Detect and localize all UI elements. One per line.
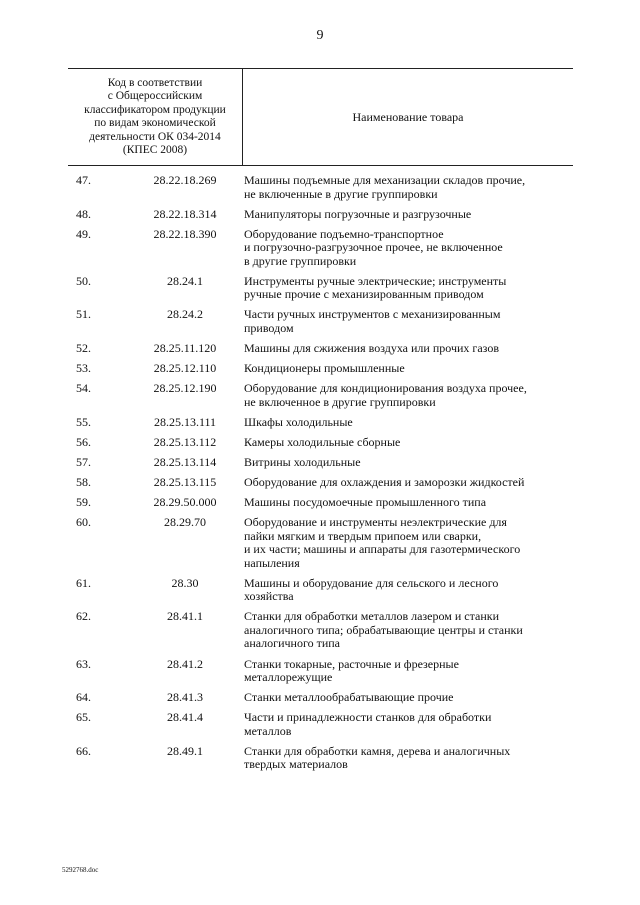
row-name: Оборудование подъемно-транспортное и погрузочно-разгрузочное прочее, не включенное в другие группировки <box>244 226 503 268</box>
row-num: 54. <box>76 381 91 396</box>
row-code: 28.41.2 <box>167 656 203 671</box>
row-name: Машины посудомоечные промышленного типа <box>244 495 487 510</box>
row-name: Части ручных инструментов с механизированным приводом <box>244 307 501 335</box>
row-code: 28.29.70 <box>164 515 206 530</box>
table-row <box>0 382 640 409</box>
row-num: 56. <box>76 434 91 449</box>
row-code: 28.25.13.111 <box>153 414 217 429</box>
table-row <box>0 691 640 705</box>
row-name: Машины и оборудование для сельского и лесного хозяйства <box>244 575 499 604</box>
row-name: Оборудование для кондиционирования воздуха прочее, не включенное в другие группировки <box>244 381 527 409</box>
row-name: Станки токарные, расточные и фрезерные металлорежущие <box>244 656 459 684</box>
row-code: 28.22.18.390 <box>153 226 217 241</box>
table-row <box>0 228 640 269</box>
table-row <box>0 658 640 685</box>
row-name: Манипуляторы погрузочные и разгрузочные <box>244 206 472 221</box>
row-num: 58. <box>76 475 91 490</box>
row-name: Витрины холодильные <box>244 454 361 469</box>
row-name: Станки металлообрабатывающие прочие <box>244 690 454 705</box>
table-header <box>68 68 573 166</box>
table-row <box>0 308 640 335</box>
row-code: 28.25.13.115 <box>153 475 217 490</box>
table-row <box>0 174 640 201</box>
row-code: 28.25.13.112 <box>153 434 217 449</box>
row-code: 28.30 <box>171 575 199 590</box>
row-code: 28.25.13.114 <box>153 454 217 469</box>
table-row <box>0 208 640 222</box>
table-row <box>0 711 640 738</box>
row-code: 28.24.2 <box>167 307 203 322</box>
row-num: 64. <box>76 690 91 705</box>
table-row <box>0 416 640 430</box>
table-row <box>0 577 640 604</box>
table-row <box>0 496 640 510</box>
row-code: 28.24.1 <box>167 273 203 288</box>
row-name: Станки для обработки металлов лазером и станки аналогичного типа; обрабатывающие центры и станки аналогичного типа <box>244 609 523 651</box>
table-row <box>0 476 640 490</box>
row-code: 28.29.50.000 <box>153 495 217 510</box>
row-num: 62. <box>76 609 91 624</box>
row-num: 53. <box>76 361 91 376</box>
row-name: Кондиционеры промышленные <box>244 361 405 376</box>
header-name-column <box>243 69 573 165</box>
table-row <box>0 362 640 376</box>
row-name: Инструменты ручные электрические; инструменты ручные прочие с механизированным приводом <box>244 273 507 302</box>
row-num: 55. <box>76 414 91 429</box>
row-name: Станки для обработки камня, дерева и аналогичных твердых материалов <box>244 743 511 772</box>
row-code: 28.49.1 <box>167 743 203 758</box>
table-body <box>0 174 640 778</box>
table-row <box>0 745 640 772</box>
row-name: Камеры холодильные сборные <box>244 434 401 449</box>
row-code: 28.25.12.110 <box>153 361 217 376</box>
row-name: Машины подъемные для механизации складов прочие, не включенные в другие группировки <box>244 173 526 201</box>
row-num: 57. <box>76 454 91 469</box>
row-num: 65. <box>76 710 91 725</box>
table-row <box>0 436 640 450</box>
row-name: Оборудование и инструменты неэлектрические для пайки мягким и твердым припоем или сварки, и их части; машины и аппараты для газотермического напыления <box>244 515 521 570</box>
row-name: Шкафы холодильные <box>244 414 353 429</box>
row-code: 28.25.12.190 <box>153 381 217 396</box>
table-row <box>0 456 640 470</box>
footer-filename: 5292768.doc <box>62 866 99 874</box>
row-num: 60. <box>76 515 91 530</box>
row-name: Машины для сжижения воздуха или прочих газов <box>244 340 499 355</box>
table-row <box>0 275 640 302</box>
row-num: 51. <box>76 307 91 322</box>
row-code: 28.22.18.269 <box>153 173 217 187</box>
row-code: 28.41.4 <box>167 710 203 725</box>
row-num: 52. <box>76 340 91 355</box>
table-row <box>0 516 640 570</box>
row-num: 63. <box>76 656 91 671</box>
row-num: 49. <box>76 226 91 241</box>
page-number: 9 <box>316 28 324 43</box>
header-code-label: Код в соответствии с Общероссийским классификатором продукции по видам экономической деятельности ОК 034-2014 (КПЕС 2008) <box>84 76 226 156</box>
row-num: 48. <box>76 206 91 221</box>
row-code: 28.41.3 <box>167 690 203 705</box>
row-num: 61. <box>76 575 91 590</box>
header-code-column <box>68 69 243 165</box>
row-num: 50. <box>76 273 91 288</box>
table-row <box>0 342 640 356</box>
header-name-label: Наименование товара <box>352 109 464 124</box>
row-name: Части и принадлежности станков для обработки металлов <box>244 710 492 738</box>
row-num: 59. <box>76 495 91 510</box>
row-num: 66. <box>76 743 91 758</box>
row-code: 28.25.11.120 <box>153 340 217 355</box>
row-code: 28.41.1 <box>167 609 203 624</box>
table-row <box>0 610 640 651</box>
row-code: 28.22.18.314 <box>153 206 217 221</box>
row-name: Оборудование для охлаждения и заморозки жидкостей <box>244 475 525 490</box>
row-num: 47. <box>76 173 91 187</box>
